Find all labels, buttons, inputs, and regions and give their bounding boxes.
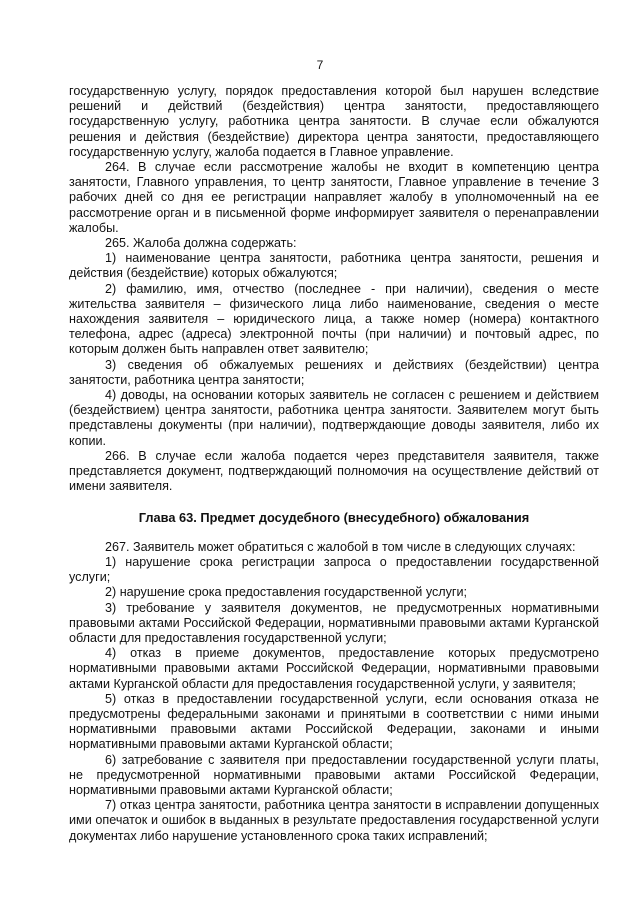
paragraph: 265. Жалоба должна содержать: <box>105 236 297 251</box>
paragraph: 1) наименование центра занятости, работника центра занятости, решения и действия (бездействие) которых обжалуются; <box>69 251 599 281</box>
paragraph: 264. В случае если рассмотрение жалобы не входит в компетенцию центра занятости, Главного управления, то центр занятости, Главное управление в течение 3 рабочих дней со дня ее регистрации направляет жалобу в уполномоченный на ее рассмотрение орган и в письменной форме информирует заявителя о перенаправлении жалобы. <box>69 160 599 235</box>
paragraph: 7) отказ центра занятости, работника центра занятости в исправлении допущенных ими опечаток и ошибок в выданных в результате предоставления государственной услуги документах либо нарушение установленного срока таких исправлений; <box>69 798 599 843</box>
paragraph: 3) сведения об обжалуемых решениях и действиях (бездействии) центра занятости, работника центра занятости; <box>69 357 599 387</box>
paragraphs-before-heading <box>69 84 599 494</box>
paragraph: 1) нарушение срока регистрации запроса о предоставлении государственной услуги; <box>69 554 599 585</box>
page-number: 7 <box>316 58 324 72</box>
paragraph: 267. Заявитель может обратиться с жалобой в том числе в следующих случаях: <box>105 539 576 554</box>
paragraph: государственную услугу, порядок предоставления которой был нарушен вследствие решений и действий (бездействия) центра занятости, предоставляющего государственную услугу, работника центра занятости. В случае если обжалуются решения и действия (бездействие) директора центра занятости, предоставляющего государственную услугу, жалоба подается в Главное управление. <box>69 84 599 159</box>
paragraph: 4) доводы, на основании которых заявитель не согласен с решением и действием (бездействием) центра занятости, работника центра занятости. Заявителем могут быть представлены документы (при наличии), подтверждающие доводы заявителя, либо их копии. <box>69 388 599 448</box>
paragraph: 6) затребование с заявителя при предоставлении государственной услуги платы, не предусмотренной нормативными правовыми актами Российской Федерации, нормативными правовыми актами Курганской области; <box>69 752 599 797</box>
chapter-heading: Глава 63. Предмет досудебного (внесудебного) обжалования <box>138 510 530 526</box>
paragraph: 5) отказ в предоставлении государственной услуги, если основания отказа не предусмотрены федеральными законами и принятыми в соответствии с ними иными нормативными правовыми актами Российской Федерации, законами и иными нормативными правовыми актами Курганской области; <box>69 691 599 752</box>
paragraph: 266. В случае если жалоба подается через представителя заявителя, также представляется документ, подтверждающий полномочия на осуществление действий от имени заявителя. <box>69 448 599 494</box>
paragraphs-after-heading <box>69 540 599 844</box>
paragraph: 3) требование у заявителя документов, не предусмотренных нормативными правовыми актами Российской Федерации, нормативными правовыми актами Курганской области для предоставления государственной услуги; <box>69 600 599 645</box>
paragraph: 4) отказ в приеме документов, предоставление которых предусмотрено нормативными правовыми актами Российской Федерации, нормативными правовыми актами Курганской области для предоставления государственной услуги, у заявителя; <box>69 646 599 691</box>
paragraph: 2) нарушение срока предоставления государственной услуги; <box>105 585 468 600</box>
document-body <box>69 84 599 844</box>
paragraph: 2) фамилию, имя, отчество (последнее - при наличии), сведения о месте жительства заявителя – физического лица либо наименование, сведения о месте нахождения заявителя – юридического лица, а также номер (номера) контактного телефона, адрес (адреса) электронной почты (при наличии) и почтовый адрес, по которым должен быть направлен ответ заявителю; <box>69 281 599 357</box>
